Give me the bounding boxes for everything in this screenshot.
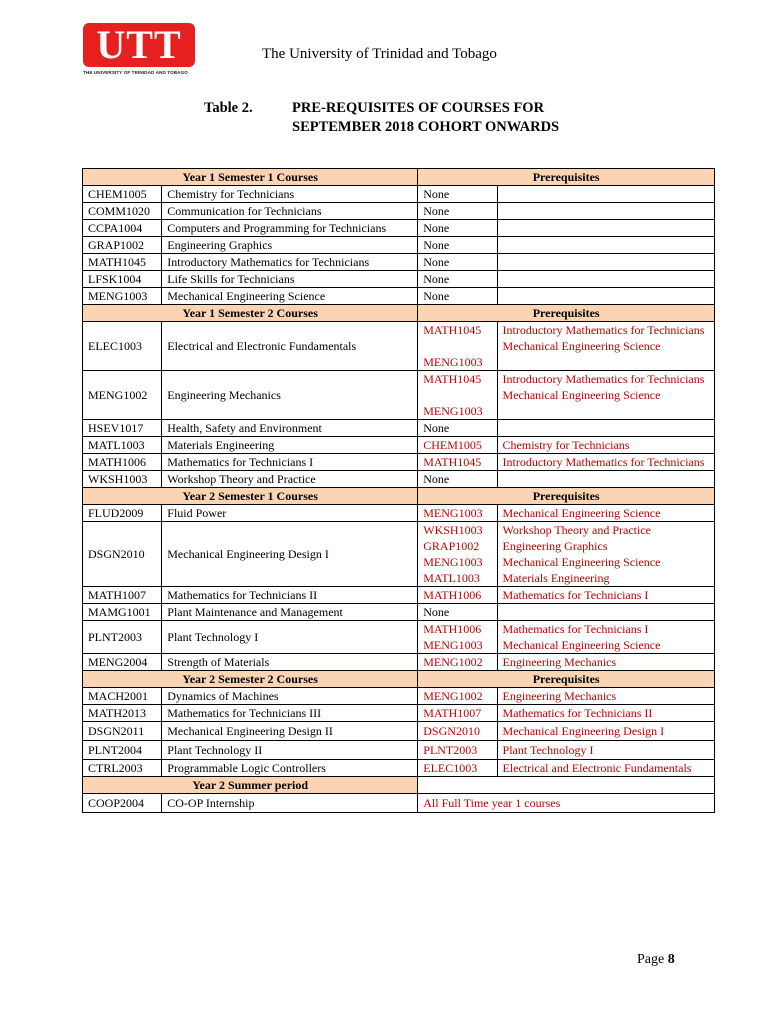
table-row [83, 705, 715, 722]
section-heading: Year 1 Semester 1 Courses [83, 169, 418, 186]
table-row [83, 288, 715, 305]
table-row [83, 654, 715, 671]
prereq-name-line: Engineering Graphics [502, 539, 608, 553]
section-heading: Year 2 Summer period [83, 777, 418, 794]
prereq-code-line: WKSH1003 [423, 523, 483, 537]
table-row [83, 587, 715, 604]
prereq-code-line: MENG1003 [423, 355, 483, 369]
prereq-heading: Prerequisites [418, 671, 715, 688]
prereq-name: Mathematics for Technicians I [497, 587, 714, 604]
prereq-name-line: Mechanical Engineering Science [502, 555, 661, 569]
prereq-name [497, 288, 714, 305]
section-header-row [83, 169, 715, 186]
course-code: MENG1003 [83, 288, 162, 305]
prereq-name: Electrical and Electronic Fundamentals [497, 760, 714, 777]
prereq-name [497, 522, 714, 587]
table-row [83, 371, 715, 420]
prereq-heading: Prerequisites [418, 169, 715, 186]
course-code: DSGN2010 [83, 522, 162, 587]
section-heading: Year 2 Semester 1 Courses [83, 488, 418, 505]
prereq-code: None [418, 186, 497, 203]
course-name: Strength of Materials [162, 654, 418, 671]
course-code: COOP2004 [83, 794, 162, 813]
prereq-heading: Prerequisites [418, 305, 715, 322]
course-code: PLNT2004 [83, 741, 162, 760]
course-code: CCPA1004 [83, 220, 162, 237]
page-number [637, 952, 675, 968]
prereq-name [497, 254, 714, 271]
course-code: HSEV1017 [83, 420, 162, 437]
prereq-code: None [418, 220, 497, 237]
course-name: Materials Engineering [162, 437, 418, 454]
course-name: Plant Technology II [162, 741, 418, 760]
course-name: Electrical and Electronic Fundamentals [162, 322, 418, 371]
prereq-code: PLNT2003 [418, 741, 497, 760]
course-name: Mechanical Engineering Science [162, 288, 418, 305]
prereq-name [497, 322, 714, 371]
table-row [83, 322, 715, 371]
course-name: Computers and Programming for Technicians [162, 220, 418, 237]
prereq-name: Mechanical Engineering Science [497, 505, 714, 522]
prereq-code: ELEC1003 [418, 760, 497, 777]
page-label: Page [637, 952, 665, 967]
table-row [83, 237, 715, 254]
prereq-name-line: Materials Engineering [502, 571, 610, 585]
course-code: MENG2004 [83, 654, 162, 671]
course-name: Mathematics for Technicians II [162, 587, 418, 604]
course-name: Life Skills for Technicians [162, 271, 418, 288]
course-name: Programmable Logic Controllers [162, 760, 418, 777]
table-row [83, 186, 715, 203]
section-heading: Year 2 Semester 2 Courses [83, 671, 418, 688]
table-row [83, 254, 715, 271]
course-code: MATL1003 [83, 437, 162, 454]
course-name: CO-OP Internship [162, 794, 418, 813]
table-row [83, 522, 715, 587]
prereq-code-line: MENG1003 [423, 638, 483, 652]
prereq-code: DSGN2010 [418, 722, 497, 741]
course-code: MATH2013 [83, 705, 162, 722]
utt-logo [83, 23, 198, 79]
prereq-code: None [418, 254, 497, 271]
course-code: CTRL2003 [83, 760, 162, 777]
prereq-name: Plant Technology I [497, 741, 714, 760]
prereq-name: Introductory Mathematics for Technicians [497, 454, 714, 471]
prereq-name [497, 621, 714, 654]
prereq-name: Mathematics for Technicians II [497, 705, 714, 722]
prereq-name-line: Workshop Theory and Practice [502, 523, 651, 537]
prereq-name: Engineering Mechanics [497, 688, 714, 705]
prereq-name: Chemistry for Technicians [497, 437, 714, 454]
prereq-code-line: MENG1003 [423, 555, 483, 569]
prereq-code-line: GRAP1002 [423, 539, 480, 553]
course-name: Fluid Power [162, 505, 418, 522]
table-row [83, 454, 715, 471]
section-header-row [83, 777, 715, 794]
title-line-1: PRE-REQUISITES OF COURSES FOR [292, 100, 545, 116]
course-name: Plant Maintenance and Management [162, 604, 418, 621]
prereq-name [497, 203, 714, 220]
prereq-name [497, 471, 714, 488]
prerequisites-table [82, 168, 715, 813]
prereq-code: None [418, 203, 497, 220]
course-code: COMM1020 [83, 203, 162, 220]
page-num: 8 [667, 952, 675, 967]
prereq-name: Engineering Mechanics [497, 654, 714, 671]
prereq-code: None [418, 604, 497, 621]
table-row [83, 604, 715, 621]
prereq-code: None [418, 288, 497, 305]
course-name: Mechanical Engineering Design I [162, 522, 418, 587]
prereq-code [418, 371, 497, 420]
prereq-name [497, 604, 714, 621]
prereq-code [418, 322, 497, 371]
course-code: ELEC1003 [83, 322, 162, 371]
prereq-name [497, 220, 714, 237]
prereq-code-line: MENG1003 [423, 404, 483, 418]
prereq-code: MATH1007 [418, 705, 497, 722]
section-header-row [83, 671, 715, 688]
course-code: MAMG1001 [83, 604, 162, 621]
prereq-name-line: Mechanical Engineering Science [502, 339, 661, 353]
prereq-code: MENG1002 [418, 688, 497, 705]
prereq-name [497, 271, 714, 288]
course-name: Mathematics for Technicians I [162, 454, 418, 471]
prereq-name-line: Mechanical Engineering Science [502, 638, 661, 652]
prereq-name-line: Introductory Mathematics for Technicians [502, 323, 705, 337]
prereq-name [497, 420, 714, 437]
table-row [83, 722, 715, 741]
course-code: GRAP1002 [83, 237, 162, 254]
prereq-code: MENG1002 [418, 654, 497, 671]
prereq-code: MATH1006 [418, 587, 497, 604]
prereq-code-line: MATH1045 [423, 323, 482, 337]
table-row [83, 420, 715, 437]
course-name: Chemistry for Technicians [162, 186, 418, 203]
course-code: LFSK1004 [83, 271, 162, 288]
table-row [83, 203, 715, 220]
table-row [83, 437, 715, 454]
table-row [83, 760, 715, 777]
course-name: Mechanical Engineering Design II [162, 722, 418, 741]
logo-text: UTT [96, 22, 182, 67]
table-row [83, 621, 715, 654]
prereq-heading: Prerequisites [418, 488, 715, 505]
course-code: FLUD2009 [83, 505, 162, 522]
table-row [83, 741, 715, 760]
prereq-code: None [418, 237, 497, 254]
course-code: MATH1045 [83, 254, 162, 271]
prereq-code: None [418, 420, 497, 437]
course-name: Engineering Graphics [162, 237, 418, 254]
prereq-code [418, 621, 497, 654]
prereq-code-line: MATH1006 [423, 622, 482, 636]
logo-subtext: THE UNIVERSITY OF TRINIDAD AND TOBAGO [83, 70, 188, 75]
table-row [83, 505, 715, 522]
prereq-name: Mechanical Engineering Design I [497, 722, 714, 741]
course-name: Communication for Technicians [162, 203, 418, 220]
course-code: MATH1007 [83, 587, 162, 604]
course-name: Plant Technology I [162, 621, 418, 654]
prereq-code: None [418, 471, 497, 488]
course-code: MACH2001 [83, 688, 162, 705]
table-row [83, 220, 715, 237]
prereq-name-line: Introductory Mathematics for Technicians [502, 372, 705, 386]
prereq-code: MENG1003 [418, 505, 497, 522]
table-row [83, 471, 715, 488]
prereq-name [497, 237, 714, 254]
course-name: Dynamics of Machines [162, 688, 418, 705]
prereq-code: CHEM1005 [418, 437, 497, 454]
course-name: Introductory Mathematics for Technicians [162, 254, 418, 271]
course-name: Health, Safety and Environment [162, 420, 418, 437]
course-code: WKSH1003 [83, 471, 162, 488]
course-code: MATH1006 [83, 454, 162, 471]
section-header-row [83, 305, 715, 322]
course-name: Engineering Mechanics [162, 371, 418, 420]
prereq-code-line: MATH1045 [423, 372, 482, 386]
prereq-code-line: MATL1003 [423, 571, 480, 585]
table-row [83, 688, 715, 705]
section-heading: Year 1 Semester 2 Courses [83, 305, 418, 322]
prereq-text: All Full Time year 1 courses [418, 794, 715, 813]
prereq-code: None [418, 271, 497, 288]
prereq-name [497, 186, 714, 203]
university-name: The University of Trinidad and Tobago [262, 46, 497, 62]
prereq-code [418, 522, 497, 587]
prereq-name [497, 371, 714, 420]
course-code: DSGN2011 [83, 722, 162, 741]
prereq-code: MATH1045 [418, 454, 497, 471]
logo-badge [83, 23, 195, 67]
table-row [83, 271, 715, 288]
table-number: Table 2. [204, 100, 253, 116]
course-code: MENG1002 [83, 371, 162, 420]
course-code: CHEM1005 [83, 186, 162, 203]
course-name: Workshop Theory and Practice [162, 471, 418, 488]
prereq-name-line: Mathematics for Technicians I [502, 622, 649, 636]
title-line-2: SEPTEMBER 2018 COHORT ONWARDS [292, 119, 560, 135]
prereq-name-line: Mechanical Engineering Science [502, 388, 661, 402]
course-name: Mathematics for Technicians III [162, 705, 418, 722]
section-header-row [83, 488, 715, 505]
course-code: PLNT2003 [83, 621, 162, 654]
table-row [83, 794, 715, 813]
